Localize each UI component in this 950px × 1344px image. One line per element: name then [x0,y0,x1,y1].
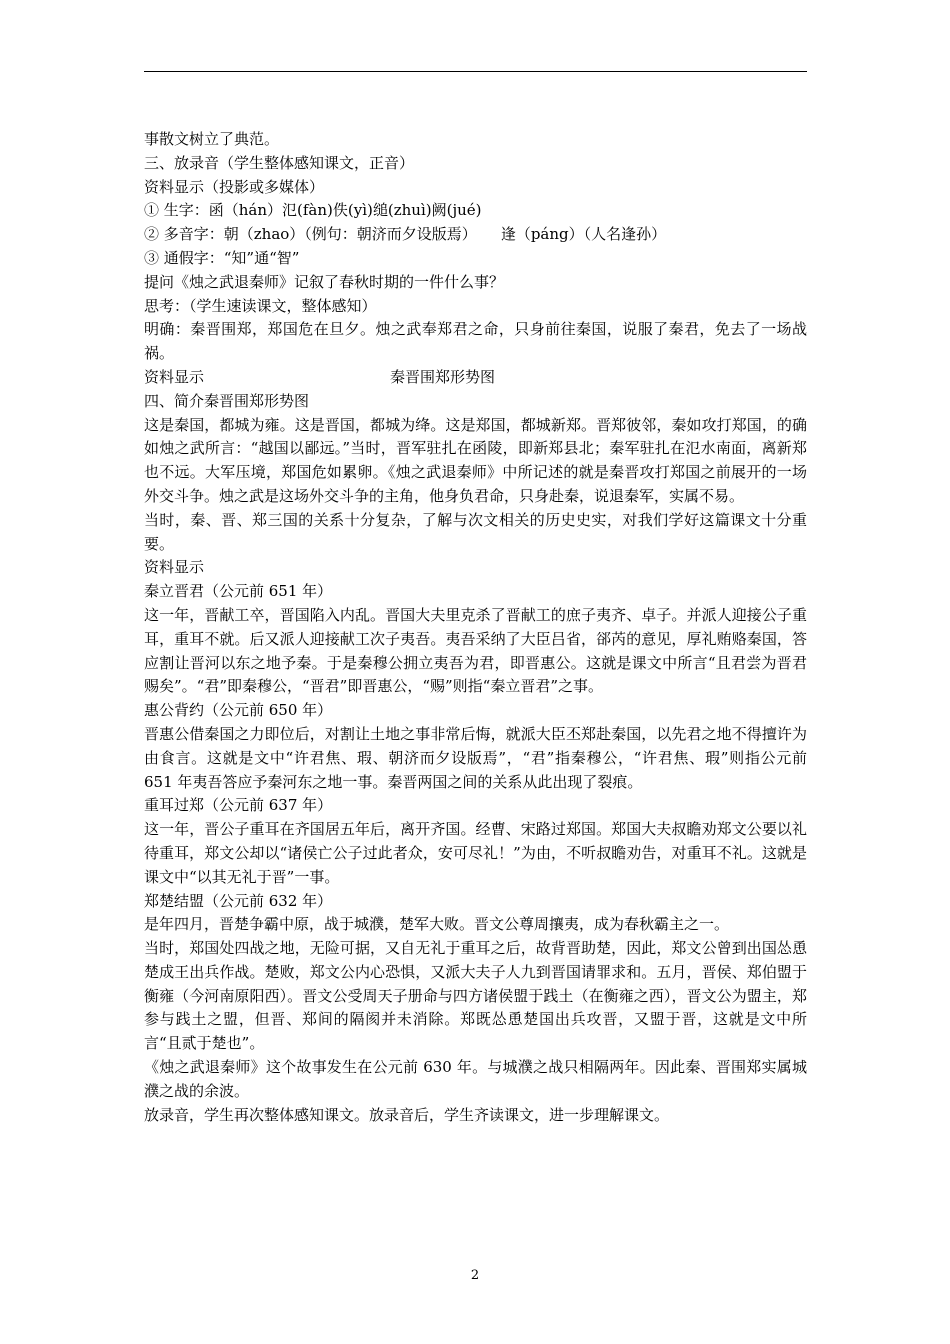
polyphone-example: ② 多音字：朝（zhao）（例句：朝济而夕设版焉） [144,225,477,244]
map-caption: 秦晋围郑形势图 [390,367,496,386]
subheading: 郑楚结盟（公元前 632 年） [144,891,333,910]
paragraph: 这一年，晋公子重耳在齐国居五年后，离开齐国。经曹、宋路过郑国。郑国大夫叔瞻劝郑文公要以礼待重耳，郑文公却以“诸侯亡公子过此者众，安可尽礼！”为由，不听叔瞻劝告，对重耳不礼。这就是课文中“以其无礼于晋”一事。 [144,820,807,886]
subheading: 重耳过郑（公元前 637 年） [144,796,333,815]
section-heading: 四、简介秦晋围郑形势图 [144,391,310,410]
paragraph: 晋惠公借秦国之力即位后，对割让土地之事非常后悔，就派大臣丕郑赴秦国，以先君之地不得擅许为由食言。这就是文中“许君焦、瑕、朝济而夕设版焉”，“君”指秦穆公，“许君焦、瑕”则指公元前 651 年夷吾答应予秦河东之地一事。秦晋两国之间的关系从此出现了裂痕。 [144,724,807,791]
paragraph: 当时，郑国处四战之地，无险可据，又自无礼于重耳之后，故背晋助楚，因此，郑文公曾到出国怂恿楚成王出兵作战。楚败，郑文公内心恐惧，又派大夫子人九到晋国请罪求和。五月，晋侯、郑伯盟于衡雍（今河南原阳西）。晋文公受周天子册命与四方诸侯盟于践土（在衡雍之西），晋文公为盟主，郑参与践土之盟，但晋、郑间的隔阂并未消除。郑既怂恿楚国出兵攻晋，又盟于晋，这就是文中所言“且贰于楚也”。 [144,939,807,1053]
text-line: 事散文树立了典范。 [144,130,280,148]
text-line: 资料显示 [144,558,205,577]
material-label: 资料显示 [144,367,205,386]
paragraph: 是年四月，晋楚争霸中原，战于城濮，楚军大败。晋文公尊周攘夷，成为春秋霸主之一。 [144,915,730,934]
question-line: 提问《烛之武退秦师》记叙了春秋时期的一件什么事？ [144,272,505,291]
section-heading: 三、放录音（学生整体感知课文，正音） [144,153,415,172]
paragraph: 当时，秦、晋、郑三国的关系十分复杂，了解与次文相关的历史史实，对我们学好这篇课文十分重要。 [144,510,807,553]
header-rule [144,71,807,72]
text-line: 资料显示（投影或多媒体） [144,177,325,196]
text-line [144,366,807,390]
paragraph: 这一年，晋献工卒，晋国陷入内乱。晋国大夫里克杀了晋献工的庶子夷齐、卓子。并派人迎接公子重耳，重耳不就。后又派人迎接献工次子夷吾。夷吾采纳了大臣吕省，郤芮的意见，厚礼贿赂秦国，答应割让晋河以东之地予秦。于是秦穆公拥立夷吾为君，即晋惠公。这就是课文中所言“且君尝为晋君赐矣”。“君”即秦穆公，“晋君”即晋惠公，“赐”则指“秦立晋君”之事。 [144,605,807,696]
text-line: ③ 通假字：“知”通“智” [144,248,300,267]
paragraph: 这是秦国，都城为雍。这是晋国，都城为绛。这是郑国，都城新郑。晋郑彼邻，秦如攻打郑国，的确如烛之武所言：“越国以鄙远。”当时，晋军驻扎在函陵，即新郑县北；秦军驻扎在氾水南面，离新郑也不远。大军压境，郑国危如累卵。《烛之武退秦师》中所记述的就是秦晋攻打郑国之前展开的一场外交斗争。烛之武是这场外交斗争的主角，他身负君命，只身赴秦，说退秦军，实属不易。 [144,415,807,505]
paragraph: 《烛之武退秦师》这个故事发生在公元前 630 年。与城濮之战只相隔两年。因此秦、晋围郑实属城濮之战的余波。 [144,1058,807,1100]
text-line: 思考：（学生速读课文，整体感知） [144,296,377,315]
document-body [144,128,807,1127]
text-line [144,223,807,247]
page-number: 2 [470,1268,480,1283]
paragraph: 放录音，学生再次整体感知课文。放录音后，学生齐读课文，进一步理解课文。 [144,1105,670,1124]
text-line: ① 生字：函（hán）氾(fàn)佚(yì)缒(zhuì)阙(jué) [144,201,482,220]
subheading: 秦立晋君（公元前 651 年） [144,582,333,601]
paragraph: 明确：秦晋围郑，郑国危在旦夕。烛之武奉郑君之命，只身前往秦国，说服了秦君，免去了一场战祸。 [144,320,807,363]
polyphone-example-2: 逢（páng）（人名逢孙） [500,225,667,244]
subheading: 惠公背约（公元前 650 年） [144,701,333,720]
